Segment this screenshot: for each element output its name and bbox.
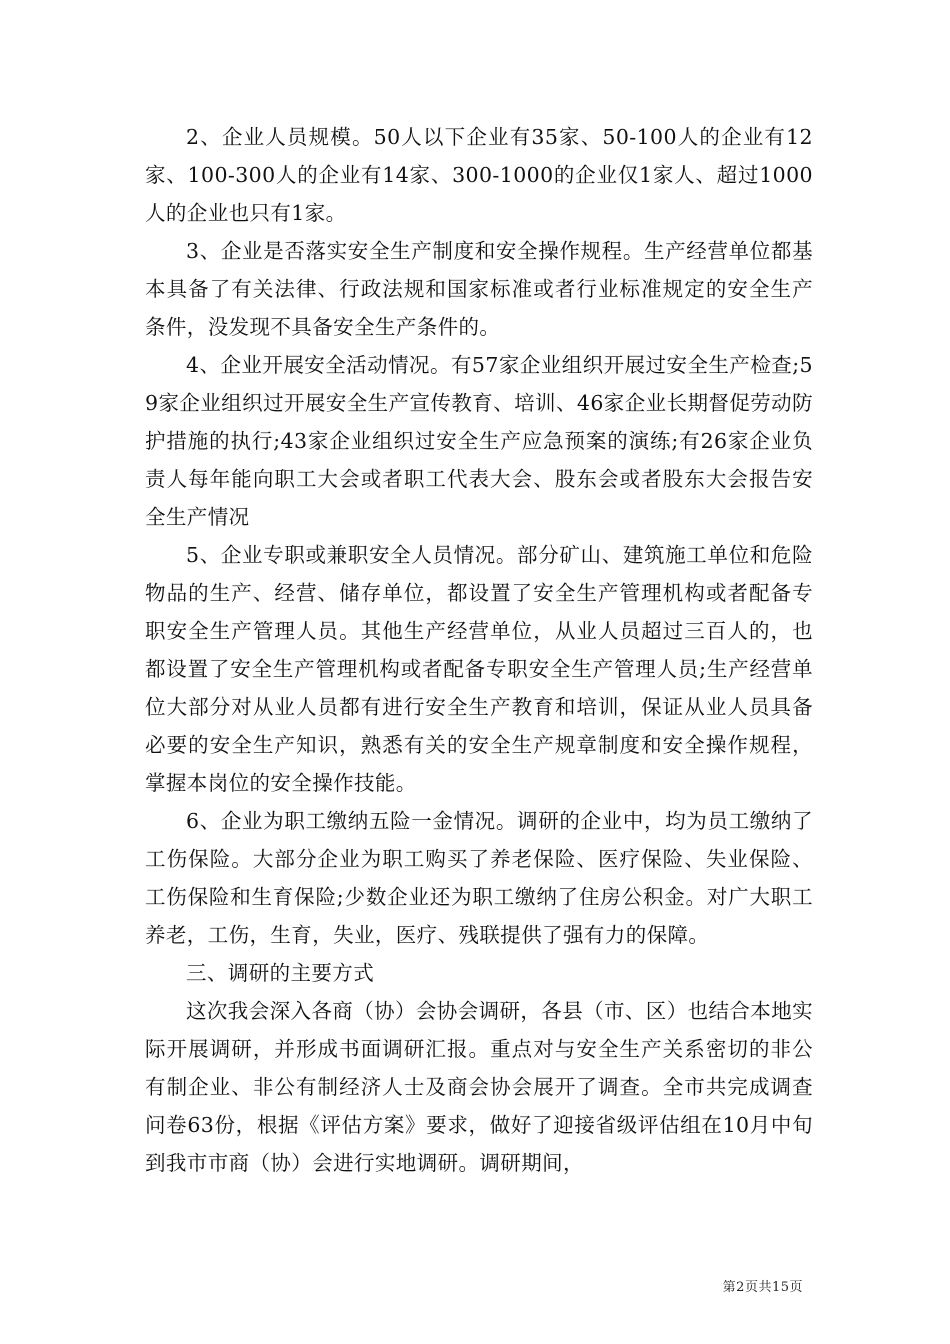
- paragraph-insurance: 6、企业为职工缴纳五险一金情况。调研的企业中，均为员工缴纳了工伤保险。大部分企业为职工购买了养老保险、医疗保险、失业保险、工伤保险和生育保险;少数企业还为职工缴纳了住房公积金。对广大职工养老，工伤，生育，失业，医疗、残联提供了强有力的保障。: [145, 809, 813, 947]
- paragraph-staff-scale: 2、企业人员规模。50人以下企业有35家、50-100人的企业有12家、100-300人的企业有14家、300-1000的企业仅1家人、超过1000人的企业也只有1家。: [145, 125, 813, 225]
- page-number: 第2页共15页: [722, 1280, 803, 1295]
- paragraph-safety-activities: 4、企业开展安全活动情况。有57家企业组织开展过安全生产检查;59家企业组织过开展安全生产宣传教育、培训、46家企业长期督促劳动防护措施的执行;43家企业组织过安全生产应急预案的演练;有26家企业负责人每年能向职工大会或者职工代表大会、股东会或者股东大会报告安全生产情况: [145, 353, 813, 529]
- paragraph-research-method: 这次我会深入各商（协）会协会调研，各县（市、区）也结合本地实际开展调研，并形成书面调研汇报。重点对与安全生产关系密切的非公有制企业、非公有制经济人士及商会协会展开了调查。全市共完成调查问卷63份，根据《评估方案》要求，做好了迎接省级评估组在10月中旬到我市市商（协）会进行实地调研。调研期间，: [145, 999, 813, 1175]
- paragraph-safety-system: 3、企业是否落实安全生产制度和安全操作规程。生产经营单位都基本具备了有关法律、行政法规和国家标准或者行业标准规定的安全生产条件，没发现不具备安全生产条件的。: [145, 239, 813, 339]
- section-heading: 三、调研的主要方式: [186, 961, 375, 985]
- paragraph-safety-personnel: 5、企业专职或兼职安全人员情况。部分矿山、建筑施工单位和危险物品的生产、经营、储存单位，都设置了安全生产管理机构或者配备专职安全生产管理人员。其他生产经营单位，从业人员超过三百人的，也都设置了安全生产管理机构或者配备专职安全生产管理人员;生产经营单位大部分对从业人员都有进行安全生产教育和培训，保证从业人员具备必要的安全生产知识，熟悉有关的安全生产规章制度和安全操作规程，掌握本岗位的安全操作技能。: [145, 543, 813, 795]
- document-body: [145, 118, 813, 1182]
